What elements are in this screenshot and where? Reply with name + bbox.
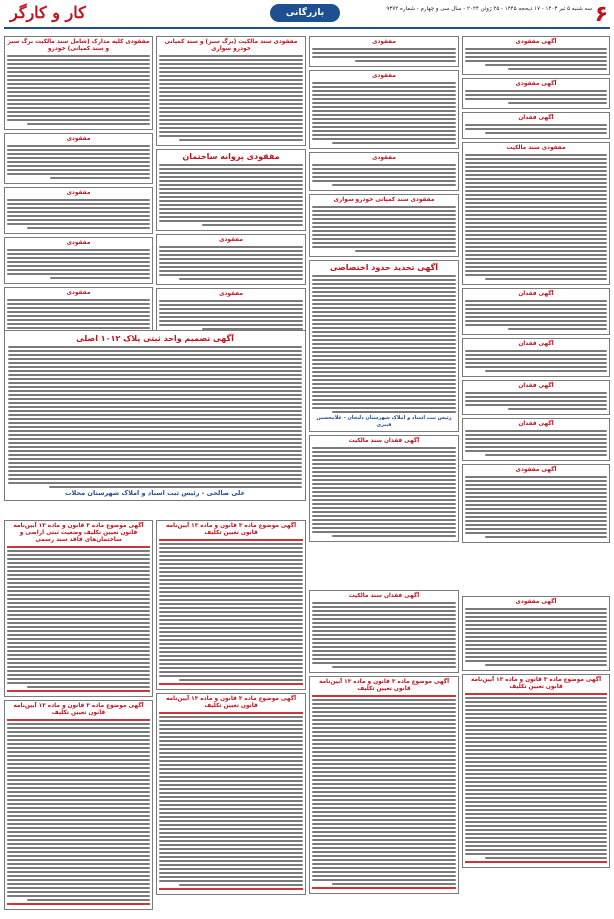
wide-announcement <box>4 330 306 504</box>
ad-title: مفقودی <box>66 190 91 196</box>
ad-box <box>156 288 306 335</box>
bottom-col-4 <box>4 520 153 913</box>
ad-box <box>462 288 610 335</box>
ad-box <box>309 260 459 432</box>
ad-title: مفقودی سند مالکیت (برگ سبز) و سند کمپانی خودرو سواری <box>164 39 298 52</box>
ad-title: آگهی مفقودی <box>515 39 557 45</box>
ad-box <box>4 187 153 234</box>
ad-box <box>309 152 459 191</box>
ad-box <box>462 418 610 461</box>
ad-title: مفقودی سند کمپانی خودرو سواری <box>333 197 435 203</box>
ad-title: آگهی موضوع ماده ۳ قانون و ماده ۱۳ آیین‌نامه قانون تعیین تکلیف <box>165 696 297 709</box>
ad-signature: علی صالحی - رئیس ثبت اسناد و املاک شهرستان محلات <box>64 489 246 497</box>
ad-box <box>156 520 306 690</box>
ad-box <box>462 142 610 285</box>
ad-box <box>4 700 153 910</box>
ad-title: آگهی مفقودی <box>515 599 557 605</box>
ad-box <box>309 70 459 149</box>
ad-title: آگهی تصمیم واحد ثبتی پلاک ۱۰۱۲ اصلی <box>76 334 234 343</box>
ad-box <box>156 693 306 895</box>
ad-title: آگهی موضوع ماده ۳ قانون و ماده ۱۳ آیین‌نامه قانون تعیین تکلیف <box>318 679 450 692</box>
ad-title: آگهی فقدان سند مالکیت <box>348 593 420 599</box>
ad-title: مفقودی <box>66 240 91 246</box>
ad-box <box>156 234 306 285</box>
ad-box <box>309 194 459 257</box>
ad-title: آگهی موضوع ماده ۳ قانون و ماده ۱۳ آیین‌نامه قانون تعیین تکلیف <box>13 703 144 716</box>
ad-box <box>462 338 610 377</box>
ad-title: مفقودی <box>66 290 91 296</box>
ad-box <box>462 78 610 109</box>
ad-box <box>156 36 306 146</box>
ad-box <box>4 133 153 184</box>
ad-title: آگهی فقدان <box>518 341 554 347</box>
header-rule <box>4 27 610 29</box>
ad-title: آگهی مفقودی <box>515 81 557 87</box>
ad-title: آگهی فقدان <box>518 291 554 297</box>
bottom-col-1 <box>462 596 610 871</box>
column-4 <box>4 36 153 361</box>
ad-box <box>309 676 459 894</box>
ad-title: مفقودی <box>219 291 243 297</box>
column-2 <box>309 36 459 545</box>
ad-title: مفقودی کلیه مدارک (شامل سند مالکیت برگ سبز و سند کمپانی) خودرو <box>7 39 150 52</box>
ad-box <box>309 435 459 542</box>
section-label: بازرگانی <box>270 4 340 22</box>
ad-box <box>462 112 610 139</box>
column-1 <box>462 36 610 546</box>
ad-title: مفقودی <box>372 73 396 79</box>
ad-title: آگهی فقدان سند مالکیت <box>348 438 420 444</box>
ad-box <box>462 596 610 671</box>
ad-title: آگهی موضوع ماده ۳ قانون و ماده ۱۳ آیین‌نامه قانون تعیین تکلیف وضعیت ثبتی اراضی و ساختمان‌های فاقد سند رسمی <box>13 523 144 543</box>
bottom-col-2 <box>309 590 459 897</box>
ad-signature: رئیس ثبت اسناد و املاک شهرستان دلیجان - غلامحسین قنبری <box>316 415 452 428</box>
ad-title: مفقودی پروانه ساختمان <box>182 152 280 161</box>
page-header <box>0 0 614 34</box>
ad-title: آگهی موضوع ماده ۳ قانون و ماده ۱۳ آیین‌نامه قانون تعیین تکلیف <box>165 523 297 536</box>
ad-box <box>462 36 610 75</box>
ad-title: مفقودی سند مالکیت <box>506 145 566 151</box>
ad-title: آگهی فقدان <box>518 421 554 427</box>
ad-title: مفقودی <box>372 155 396 161</box>
ad-title: آگهی تحدید حدود اختصاصی <box>329 263 439 272</box>
ad-box <box>462 464 610 543</box>
ad-title: آگهی موضوع ماده ۳ قانون و ماده ۱۳ آیین‌نامه قانون تعیین تکلیف <box>470 677 602 690</box>
dateline: سه شنبه ۵ تیر ۱۴۰۳ - ۱۷ ذیحجه ۱۴۴۵ - ۲۵ ژوئن ۲۰۲۴ - سال سی و چهارم - شماره ۹۳۷۲ <box>386 6 592 12</box>
ad-title: آگهی فقدان <box>518 115 554 121</box>
ad-box <box>309 590 459 673</box>
ad-title: مفقودی <box>219 237 243 243</box>
ad-box <box>4 237 153 284</box>
ad-box <box>4 330 306 501</box>
ad-box <box>4 520 153 697</box>
ad-title: آگهی مفقودی <box>515 467 557 473</box>
ad-title: آگهی فقدان <box>518 383 554 389</box>
ad-title: مفقودی <box>372 39 396 45</box>
ad-box <box>4 36 153 130</box>
ad-box <box>309 36 459 67</box>
ad-box <box>462 674 610 868</box>
newspaper-logo: کار و کارگر <box>10 3 86 22</box>
bottom-col-3 <box>156 520 306 898</box>
ad-title: مفقودی <box>66 136 91 142</box>
ad-box <box>462 380 610 415</box>
page-number: ۶ <box>594 2 608 27</box>
ad-box <box>156 149 306 231</box>
